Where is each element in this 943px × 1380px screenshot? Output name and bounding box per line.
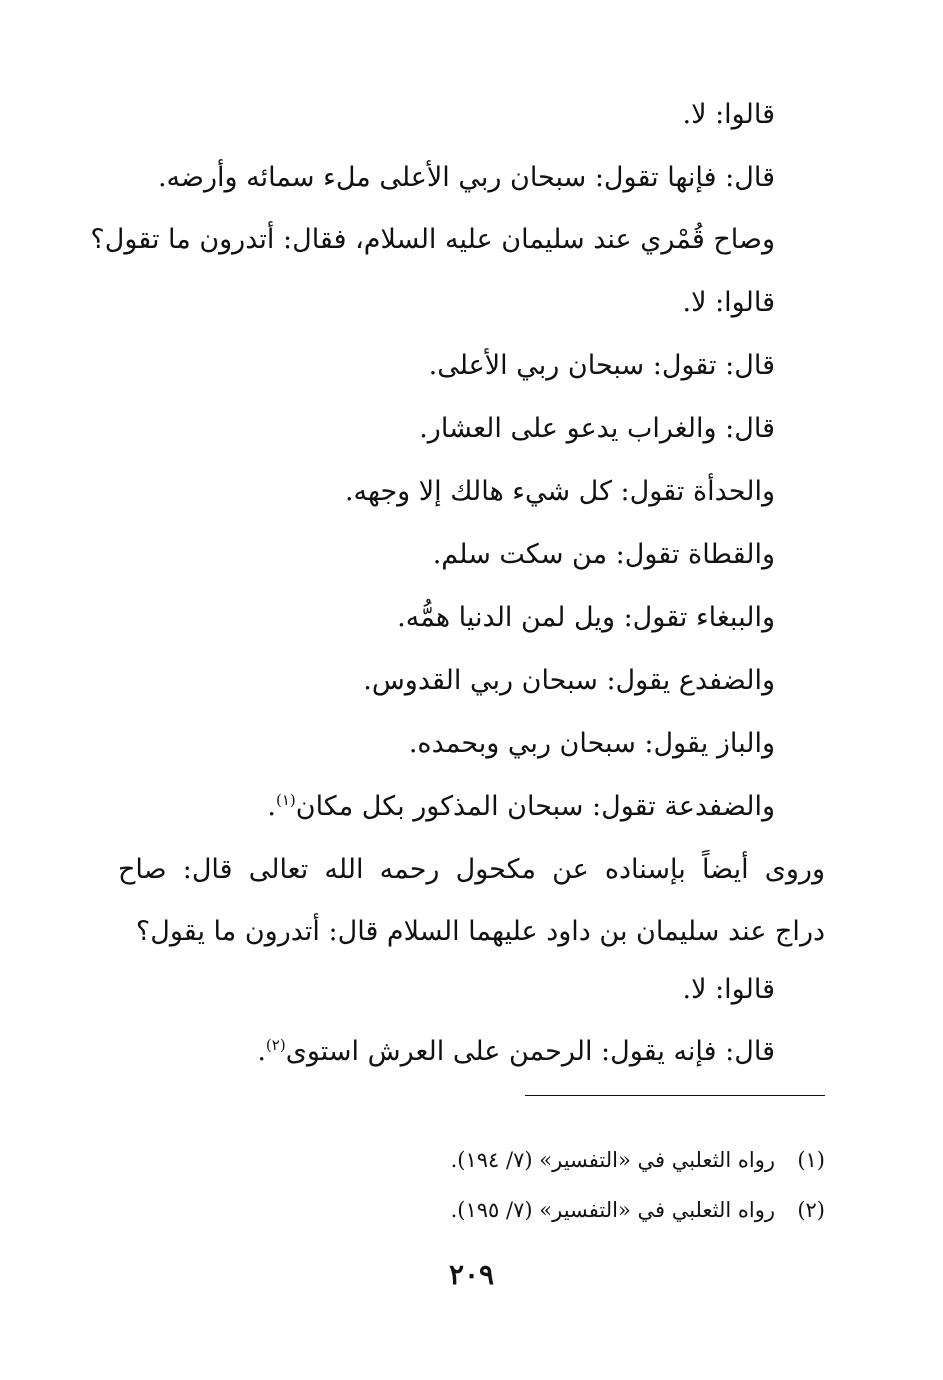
text-line: قالوا: لا.: [682, 99, 775, 130]
line-text: قال: فإنه يقول: الرحمن على العرش استوى: [285, 1036, 775, 1067]
text-line: والقطاة تقول: من سكت سلم.: [432, 539, 775, 570]
text-line: قالوا: لا.: [682, 287, 775, 318]
footnote-reference: (٢): [265, 1036, 286, 1054]
text-line: وصاح قُمْري عند سليمان عليه السلام، فقال: أتدرون ما تقول؟: [90, 224, 775, 255]
paragraph-line: وروى أيضاً بإسناده عن مكحول رحمه الله تعالى قال: صاح: [118, 854, 825, 885]
text-line: والضفدع يقول: سبحان ربي القدوس.: [363, 665, 775, 696]
page-number: ٢٠٩: [448, 1258, 495, 1291]
text-line: قال: والغراب يدعو على العشار.: [419, 413, 775, 444]
footnote-text: رواه الثعلبي في «التفسير» (٧/ ١٩٥).: [450, 1198, 775, 1222]
text-line-with-footnote: [267, 787, 775, 827]
text-line: والحدأة تقول: كل شيء هالك إلا وجهه.: [344, 476, 775, 507]
line-period: .: [267, 791, 276, 822]
text-line: قالوا: لا.: [682, 974, 775, 1005]
text-line-with-footnote: [257, 1032, 775, 1072]
footnote: [451, 1194, 825, 1226]
line-period: .: [257, 1036, 266, 1067]
footnote-separator: [525, 1095, 825, 1096]
text-line: والباز يقول: سبحان ربي وبحمده.: [408, 728, 775, 759]
footnote-reference: (١): [275, 791, 296, 809]
footnote-number: (١): [797, 1148, 825, 1172]
line-text: والضفدعة تقول: سبحان المذكور بكل مكان: [295, 791, 775, 822]
footnote: [451, 1144, 825, 1176]
text-line: والببغاء تقول: ويل لمن الدنيا همُّه.: [397, 602, 775, 633]
text-line: قال: فإنها تقول: سبحان ربي الأعلى ملء سمائه وأرضه.: [157, 162, 775, 193]
text-line: قال: تقول: سبحان ربي الأعلى.: [428, 350, 775, 381]
footnote-number: (٢): [797, 1198, 825, 1222]
paragraph-line: دراج عند سليمان بن داود عليهما السلام قال: أتدرون ما يقول؟: [135, 916, 825, 947]
footnote-text: رواه الثعلبي في «التفسير» (٧/ ١٩٤).: [450, 1148, 775, 1172]
